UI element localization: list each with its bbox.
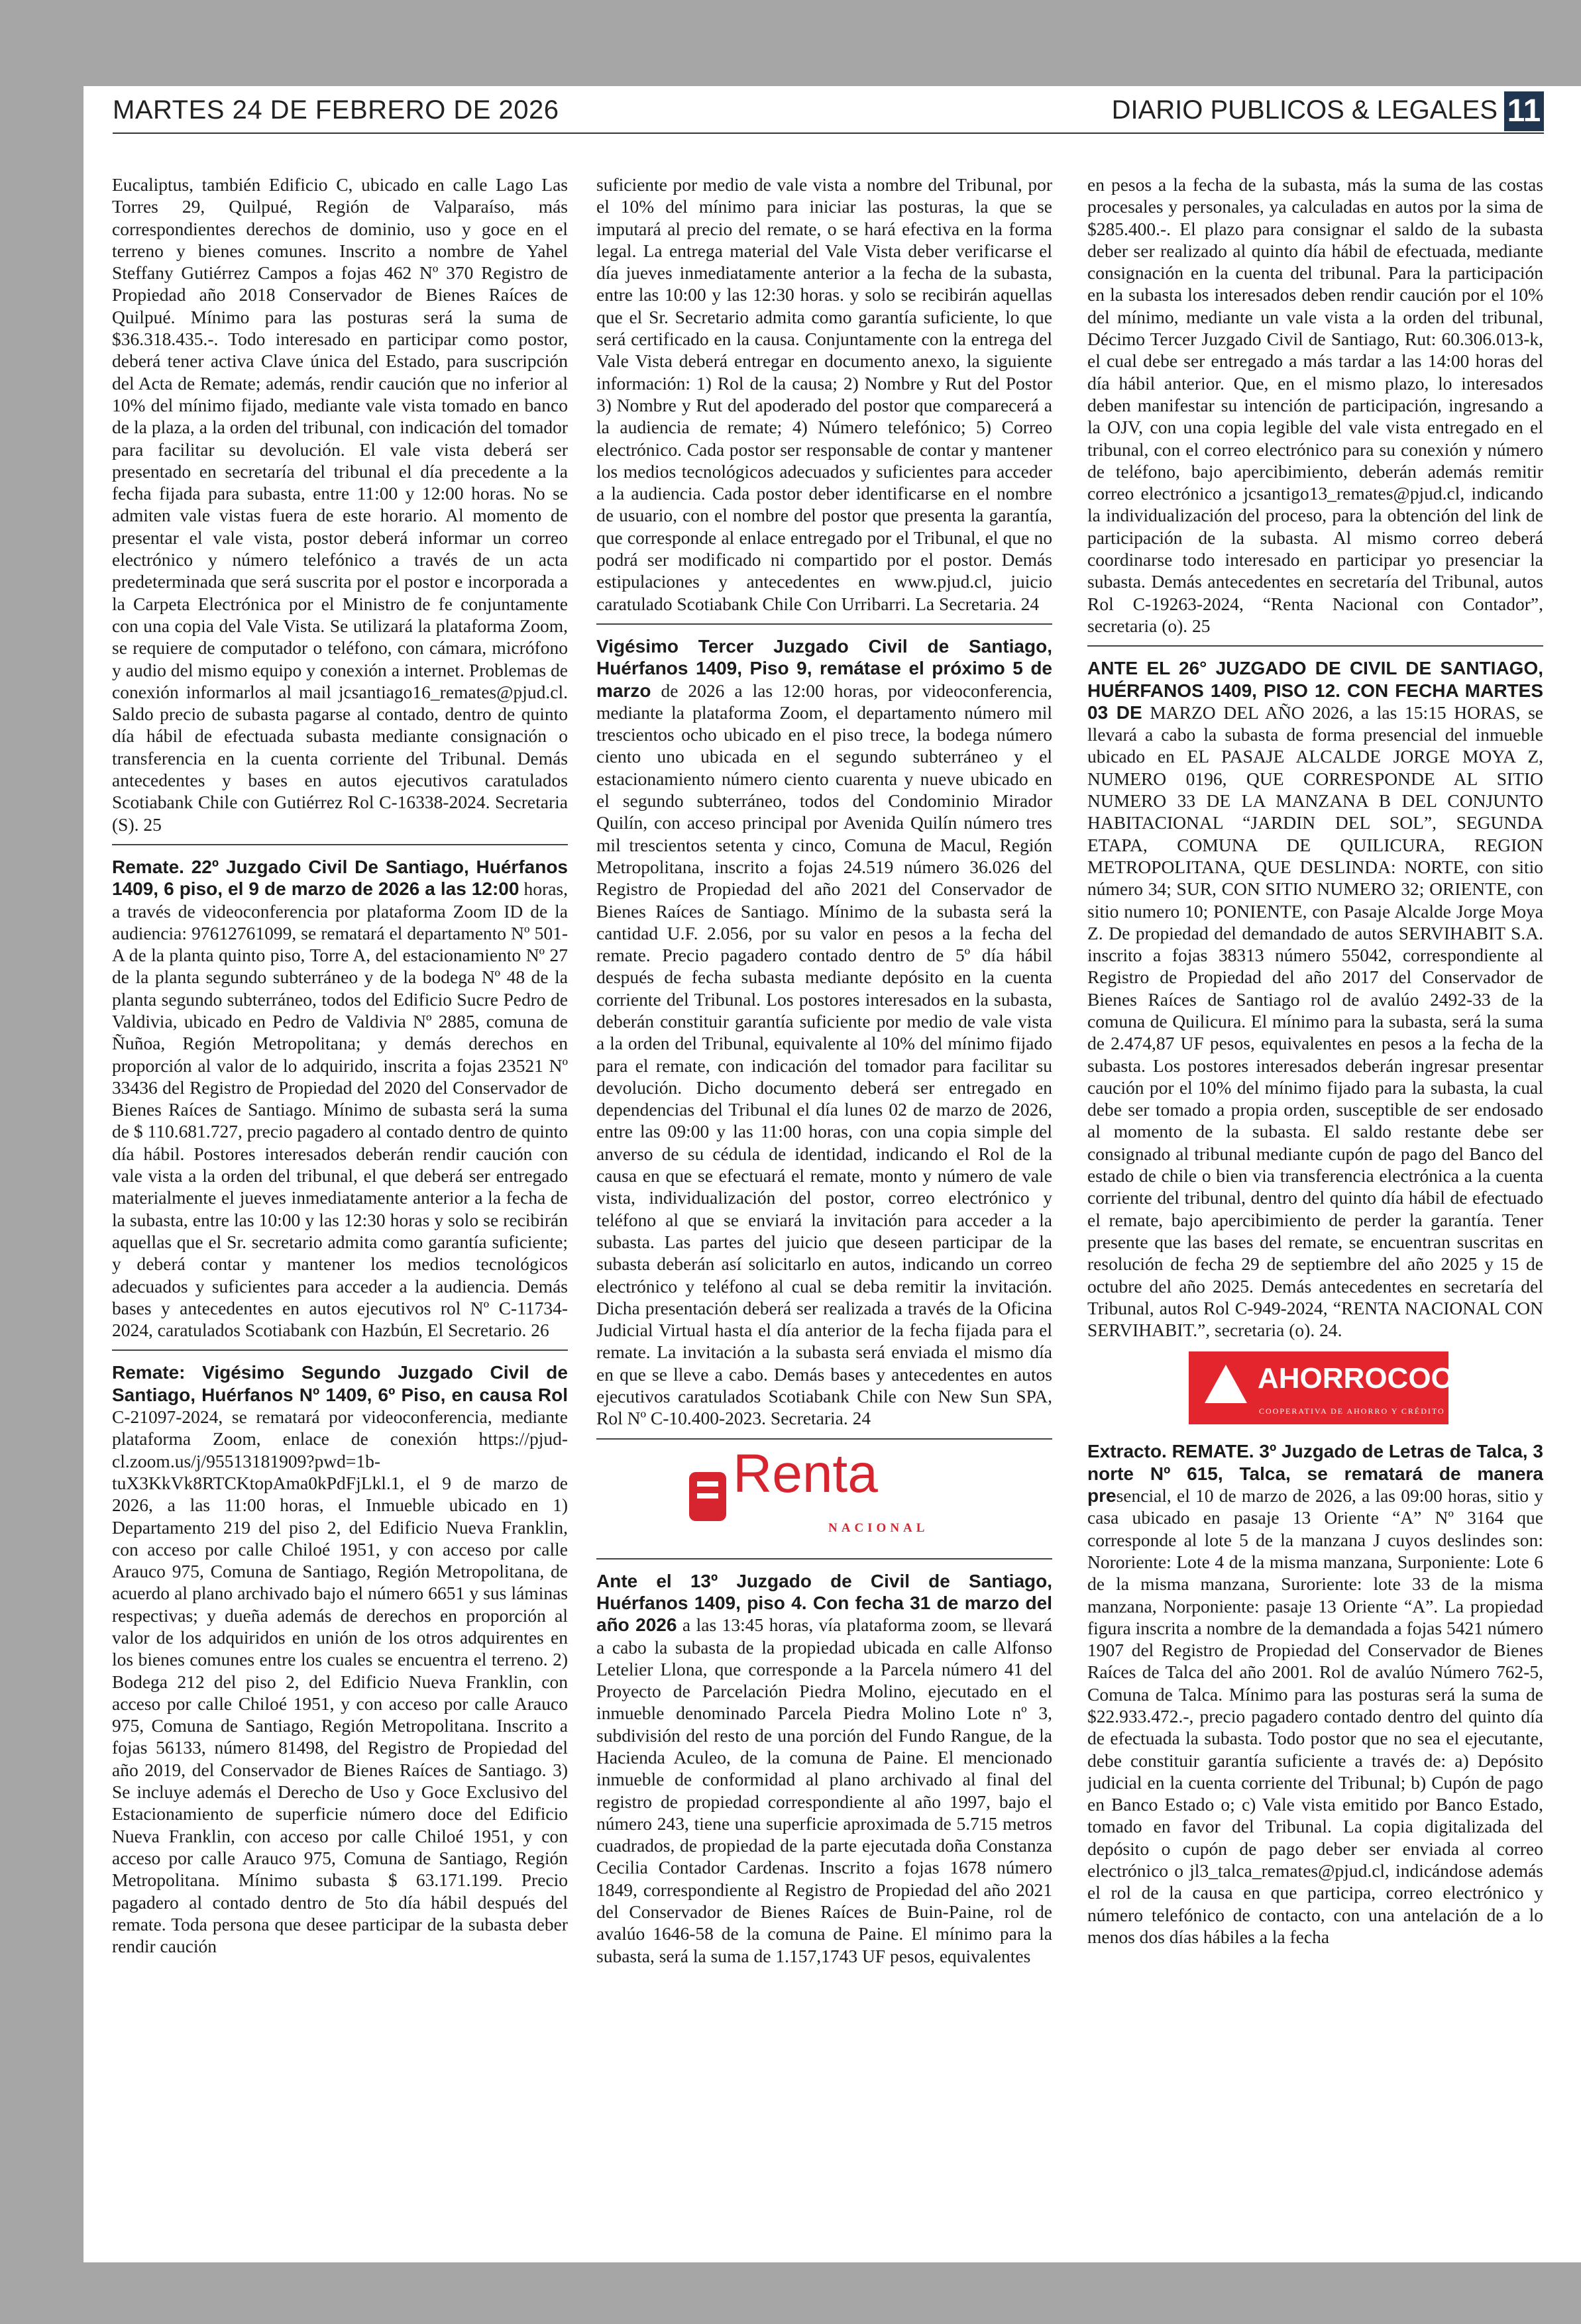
notice-23-juzgado-macul	[596, 635, 1052, 1430]
notice-text: en pesos a la fecha de la subasta, más la suma de las costas procesales y personales, ya calculadas en autos por la sima de $285.400.-. El plazo para consignar el saldo de la subasta deber ser realizado al quinto día hábil de efectuada, mediante consignación en la cuenta del tribunal. Para la participación en la subasta los interesados deben rendir caución por el 10% del mínimo, mediante un vale vista a la orden del tribunal, Décimo Tercer Juzgado Civil de Santiago, Rut: 60.306.013-k, el cual debe ser entregado a más tardar a las 14:00 horas del día hábil anterior. Que, en el mismo plazo, lo interesados deben manifestar su intención de participación, ingresando a la OJV, con una copia legible del vale vista entregado en el tribunal, con el correo electrónico para su conexión y número de teléfono, bajo apercibimiento, deberán además remitir correo electrónico a jcsantigo13_remates@pjud.cl, indicando la individualización del proceso, para la obtención del link de participación de la subasta. Al mismo correo deberá coordinarse todo interesado en participar yo presenciar la subasta. Demás antecedentes en secretaría del Tribunal, autos Rol C-19263-2024, “Renta Nacional con Contador”, secretaria (o). 25	[1087, 174, 1543, 636]
ahorrocoop-logo	[1189, 1351, 1474, 1424]
notice-divider	[596, 623, 1052, 625]
notice-22-juzgado-franklin	[112, 1361, 568, 1957]
notice-divider	[596, 1438, 1052, 1440]
notice-lead: Extracto. REMATE. 3º Juzgado de Letras de Talca, 3 norte Nº 615, Talca, se rematará de manera pre	[1087, 1441, 1543, 1506]
notice-divider	[112, 844, 568, 845]
notice-text: MARZO DEL AÑO 2026, a las 15:15 HORAS, se llevará a cabo la subasta de forma presencial del inmueble ubicado en EL PASAJE ALCALDE JORGE MOYA Z, NUMERO 0196, QUE CORRESPONDE AL SITIO NUMERO 33 DE LA MANZANA B DEL CONJUNTO HABITACIONAL “JARDIN DEL SOL”, SEGUNDA ETAPA, COMUNA DE QUILICURA, REGION METROPOLITANA, QUE DESLINDA: NORTE, con sitio número 34; SUR, CON SITIO NUMERO 32; ORIENTE, con sitio numero 10; PONIENTE, con Pasaje Alcalde Jorge Moya Z. De propiedad del demandado de autos SERVIHABIT S.A. inscrito a fojas 38313 número 55042, correspondiente al Registro de Propiedad del año 2017 del Conservador de Bienes Raíces de Santiago rol de avalúo 2492-33 de la comuna de Quilicura. El mínimo para la subasta, será la suma de 2.474,87 UF pesos, equivalentes en pesos a la fecha de la subasta. Los postores interesados deberán ingresar presentar caución por el 10% del mínimo fijado para la subasta, la cual debe ser tomado a propia orden, susceptible de ser endosado al momento de la subasta. El saldo restante debe ser consignado al tribunal mediante cupón de pago del Banco del estado de chile o bien via transferencia electrónica a la cuenta corriente del tribunal, dentro del quinto día hábil de efectuado el remate, bajo apercibimiento de perder la garantía. Tener presente que las bases del remate, se encuentran suscritas en resolución de fecha 29 de septiembre del año 2025 y 15 de octubre del año 2025. Demás antecedentes en secretaría del Tribunal, autos Rol C-949-2024, “RENTA NACIONAL CON SERVIHABIT.”, secretaria (o). 24.	[1087, 702, 1544, 1341]
renta-logo-word: Renta	[733, 1443, 878, 1504]
notice-lead: ANTE EL 26° JUZGADO DE CIVIL DE SANTIAGO, HUÉRFANOS 1409, PISO 12. CON FECHA MARTES 03 DE	[1087, 658, 1543, 723]
column-3	[1087, 174, 1543, 1948]
notice-26-juzgado-quilicura	[1087, 657, 1543, 1341]
notice-lead: Vigésimo Tercer Juzgado Civil de Santiago, Huérfanos 1409, Piso 9, remátase el próximo 5 de marzo	[596, 635, 1052, 701]
renta-nacional-logo	[689, 1443, 954, 1535]
notice-text: Eucaliptus, también Edificio C, ubicado en calle Lago Las Torres 29, Quilpué, Región de Valparaíso, más correspondientes derechos de dominio, uso y goce en el terreno y bienes comunes. Inscrito a nombre de Yahel Steffany Gutiérrez Campos a fojas 462 Nº 370 Registro de Propiedad año 2018 Conservador de Bienes Raíces de Quilpué. Mínimo para las posturas será la suma de $36.318.435.-. Todo interesado en participar como postor, deberá tener activa Clave única del Estado, para suscripción del Acta de Remate; además, rendir caución que no inferior al 10% del mínimo fijado, mediante vale vista tomado en banco de la plaza, a la orden del tribunal, con indicación del tomador para facilitar su devolución. El vale vista deberá ser presentado en secretaría del tribunal el día precedente a la fecha fijada para subasta, entre 11:00 y 12:00 horas. No se admiten vale vistas fuera de este horario. Al momento de presentar el vale vista, postor deberá informar un correo electrónico y número telefónico a través de un acta predeterminada que será suscrita por el postor e incorporada a la Carpeta Electrónica por el Ministro de fe conjuntamente con una copia del Vale Vista. Se utilizará la plataforma Zoom, se requiere de computador o teléfono, con cámara, micrófono y audio del mismo equipo y conexión a internet. Problemas de conexión informarlos al mail jcsantiago16_remates@pjud.cl. Saldo precio de subasta pagarse al contado, dentro de quinto día hábil de efectuada subasta mediante consignación o transferencia en la cuenta corriente del Tribunal. Demás antecedentes y bases en autos ejecutivos caratulados Scotiabank Chile con Gutiérrez Rol C-16338-2024. Secretaria (S). 25	[112, 174, 568, 835]
ahorrocoop-triangle-icon	[1205, 1365, 1247, 1403]
notice-lead: Remate. 22º Juzgado Civil De Santiago, Huérfanos 1409, 6 piso, el 9 de marzo de 2026 a las 12:00	[112, 856, 568, 900]
notice-divider	[112, 1349, 568, 1351]
page-number-badge: 11	[1504, 91, 1544, 131]
notice-3-juzgado-talca	[1087, 1440, 1543, 1948]
notice-text: C-21097-2024, se rematará por videoconferencia, mediante plataforma Zoom, enlace de conexión https://pjud-cl.zoom.us/j/95513181909?pwd=1b-tuX3KkVk8RTCKtopAma0kPdFjLkl.1, el 9 de marzo de 2026, a las 11:00 horas, el Inmueble ubicado en 1) Departamento 219 del piso 2, del Edificio Nueva Franklin, con acceso por calle Chiloé 1951, y con acceso por calle Arauco 975, Comuna de Santiago, Región Metropolitana, de acuerdo al plano archivado bajo el número 6651 y sus láminas respectivas; y dueña además de derechos en proporción al valor de los adquiridos en unión de los otros adquirentes en los bienes comunes entre los cuales se encuentra el terreno. 2) Bodega 212 del piso 2, del Edificio Nueva Franklin, con acceso por calle Chiloé 1951, y con acceso por calle Arauco 975, Comuna de Santiago, Región Metropolitana. Inscrito a fojas 56133, número 81498, del Registro de Propiedad del año 2019, del Conservador de Bienes Raíces de Santiago. 3) Se incluye además el Derecho de Uso y Goce Exclusivo del Estacionamiento de superficie número doce del Edificio Nueva Franklin, con acceso por calle Chiloé 1951, y con acceso por calle Arauco 975, Comuna de Santiago, Región Metropolitana. Mínimo subasta $ 63.171.199. Precio pagadero al contado dentro de 5to día hábil después del remate. Toda persona que desee participar de la subasta deber rendir caución	[112, 1406, 568, 1957]
ahorrocoop-logo-sub: COOPERATIVA DE AHORRO Y CRÉDITO	[1259, 1406, 1445, 1416]
notice-text: a las 13:45 horas, vía plataforma zoom, se llevará a cabo la subasta de la propiedad ubicada en calle Alfonso Letelier Llona, que corresponde a la Parcela número 41 del Proyecto de Parcelación Piedra Molino, ejecutado en el inmueble denominado Parcela Piedra Molino Lote nº 3, subdivisión del resto de una porción del Fundo Rangue, de la Hacienda Aculeo, de la comuna de Paine. El mencionado inmueble de conformidad al plano archivado al final del registro de propiedad correspondiente al año 1997, bajo el número 243, tiene una superficie aproximada de 5.715 metros cuadrados, de propiedad de la parte ejecutada doña Constanza Cecilia Contador Cardenas. Inscrito a fojas 1678 número 1849, correspondiente al Registro de Propiedad del año 2021 del Conservador de Bienes Raíces de Buin-Paine, rol de avalúo 1646-58 de la comuna de Paine. El mínimo para la subasta, será la suma de 1.157,1743 UF pesos, equivalentes	[596, 1614, 1052, 1966]
notice-text: horas, a través de videoconferencia por plataforma Zoom ID de la audiencia: 97612761099, se rematará el departamento Nº 501-A de la planta quinto piso, Torre A, del estacionamiento Nº 27 de la planta segundo subterráneo y de la bodega Nº 48 de la planta segundo subterráneo, todos del Edificio Sucre Pedro de Valdivia, ubicado en Pedro de Valdivia Nº 2885, comuna de Ñuñoa, Región Metropolitana; y demás derechos en proporción al valor de lo adquirido, inscrita a fojas 23521 Nº 33436 del Registro de Propiedad del 2020 del Conservador de Bienes Raíces de Santiago. Mínimo de subasta será la suma de $ 110.681.727, precio pagadero al contado dentro de quinto día hábil. Postores interesados deberán rendir caución con vale vista a la orden del tribunal, el que deberá ser entregado materialmente el jueves inmediatamente anterior a la fecha de la subasta, entre las 10:00 y las 12:30 horas y solo se recibirán aquellas que el Sr. secretario admita como garantía suficiente; y deberá contar y mantener los medios tecnológicos adecuados y suficientes para acceder a la audiencia. Demás bases y antecedentes en autos ejecutivos rol Nº C-11734-2024, caratulados Scotiabank con Hazbún, El Secretario. 26	[112, 878, 568, 1341]
ahorrocoop-ad	[1087, 1341, 1543, 1440]
header-title: DIARIO PUBLICOS & LEGALES	[1111, 95, 1498, 125]
column-2	[596, 174, 1052, 1967]
notice-divider	[1087, 645, 1543, 647]
notice-lead: Ante el 13º Juzgado de Civil de Santiago, Huérfanos 1409, piso 4. Con fecha 31 de marzo del año 2026	[596, 1570, 1052, 1636]
notice-text: de 2026 a las 12:00 horas, por videoconferencia, mediante la plataforma Zoom, el departamento número mil trescientos ocho ubicado en el piso trece, la bodega número ciento uno ubicada en el segundo subterráneo y el estacionamiento número ciento cuarenta y nueve ubicado en el segundo subterráneo, todos del Condominio Mirador Quilín, con acceso principal por Avenida Quilín número tres mil trescientos setenta y cinco, Comuna de Macul, Región Metropolitana, inscrito a fojas 24.519 número 36.026 del Registro de Propiedad del año 2021 del Conservador de Bienes Raíces de Santiago. Mínimo de la subasta será la cantidad U.F. 2.056, por su valor en pesos a la fecha del remate. Precio pagadero contado dentro de 5º día hábil después de fecha subasta mediante depósito en la cuenta corriente del Tribunal. Los postores interesados en la subasta, deberán constituir garantía suficiente por medio de vale vista a la orden del Tribunal, equivalente al 10% del mínimo fijado para el remate, con indicación del tomador para facilitar su devolución. Dicho documento deberá ser entregado en dependencias del Tribunal el día lunes 02 de marzo de 2026, entre las 09:00 y las 11:00 horas, con una copia simple del anverso de su cédula de identidad, indicando el Rol de la causa en que se efectuará el remate, monto y número de vale vista, individualización del postor, correo electrónico y teléfono al que se enviará la invitación para acceder a la subasta. Las partes del juicio que deseen participar de la subasta deberán así solicitarlo en autos, indicando un correo electrónico y teléfono al cual se deba remitir la invitación. Dicha presentación deberá ser realizada a través de la Oficina Judicial Virtual hasta el día anterior de la fecha fijada para el remate. La invitación a la subasta será enviada el mismo día en que se lleve a cabo. Demás bases y antecedentes en autos ejecutivos caratulados Scotiabank Chile con New Sun SPA, Rol Nº C-10.400-2023. Secretaria. 24	[596, 680, 1052, 1429]
header-date: MARTES 24 DE FEBRERO DE 2026	[113, 95, 559, 125]
column-1	[112, 174, 568, 1957]
notice-paine-continued	[1087, 174, 1543, 637]
notice-lead: Remate: Vigésimo Segundo Juzgado Civil de Santiago, Huérfanos Nº 1409, 6º Piso, en causa Rol	[112, 1362, 568, 1405]
notice-quilpue-continued	[112, 174, 568, 835]
ahorrocoop-logo-word: AHORROCOOP	[1258, 1362, 1474, 1395]
notice-13-juzgado-paine	[596, 1570, 1052, 1967]
renta-nacional-ad	[596, 1443, 1052, 1550]
renta-logo-sub: NACIONAL	[828, 1520, 929, 1535]
renta-nacional-mark-icon	[689, 1472, 726, 1521]
notice-text: suficiente por medio de vale vista a nombre del Tribunal, por el 10% del mínimo para iniciar las posturas, la que se imputará al precio del remate, o se hará efectiva en la forma legal. La entrega material del Vale Vista deber verificarse el día jueves inmediatamente anterior a la fecha de la subasta, entre las 10:00 y las 12:30 horas. y solo se recibirán aquellas que el Sr. Secretario admita como garantía suficiente, lo que será certificado en la causa. Conjuntamente con la entrega del Vale Vista deberá entregar en documento anexo, la siguiente información: 1) Rol de la causa; 2) Nombre y Rut del Postor 3) Nombre y Rut del apoderado del postor que comparecerá a la audiencia de remate; 4) Número telefónico; 5) Correo electrónico. Cada postor ser responsable de contar y mantener los medios tecnológicos adecuados y suficientes para acceder a la audiencia. Cada postor deber identificarse en el nombre de usuario, con el nombre del postor que presenta la garantía, que corresponde al enlace entregado por el Tribunal, el que no podrá ser modificado ni compartido por el postor. Demás estipulaciones y antecedentes en www.pjud.cl, juicio caratulado Scotiabank Chile Con Urribarri. La Secretaria. 24	[596, 174, 1052, 614]
notice-22-juzgado-nunoa	[112, 856, 568, 1342]
notice-franklin-continued	[596, 174, 1052, 615]
header-rule	[113, 132, 1544, 134]
page-header	[113, 91, 1544, 131]
notice-divider	[596, 1558, 1052, 1559]
notice-text: sencial, el 10 de marzo de 2026, a las 09:00 horas, sitio y casa ubicado en pasaje 13 Oriente “A” Nº 3164 que corresponde al lote 5 de la manzana J cuyos deslindes son: Nororiente: Lote 4 de la misma manzana, Surponiente: Lote 6 de la misma manzana, Suroriente: lote 33 de la misma manzana, Norponiente: pasaje 13 Oriente “A”. La propiedad figura inscrita a nombre de la demandada a fojas 5421 número 1907 del Registro de Propiedad del Conservador de Bienes Raíces de Talca del año 2001. Rol de avalúo Número 762-5, Comuna de Talca. Mínimo para las posturas será la suma de $22.933.472.-, precio pagadero contado dentro del quinto día de efectuada la subasta. Todo postor que no sea el ejecutante, debe constituir garantía suficiente a través de: a) Depósito judicial en la cuenta corriente del Tribunal; b) Cupón de pago en Banco Estado o; c) Vale vista emitido por Banco Estado, tomado en favor del Tribunal. La copia digitalizada del depósito o cupón de pago deber ser enviada al correo electrónico o jl3_talca_remates@pjud.cl, indicándose además el rol de la causa en que participa, correo electrónico y número telefónico de contacto, con una antelación de a lo menos dos días hábiles a la fecha	[1087, 1485, 1543, 1947]
